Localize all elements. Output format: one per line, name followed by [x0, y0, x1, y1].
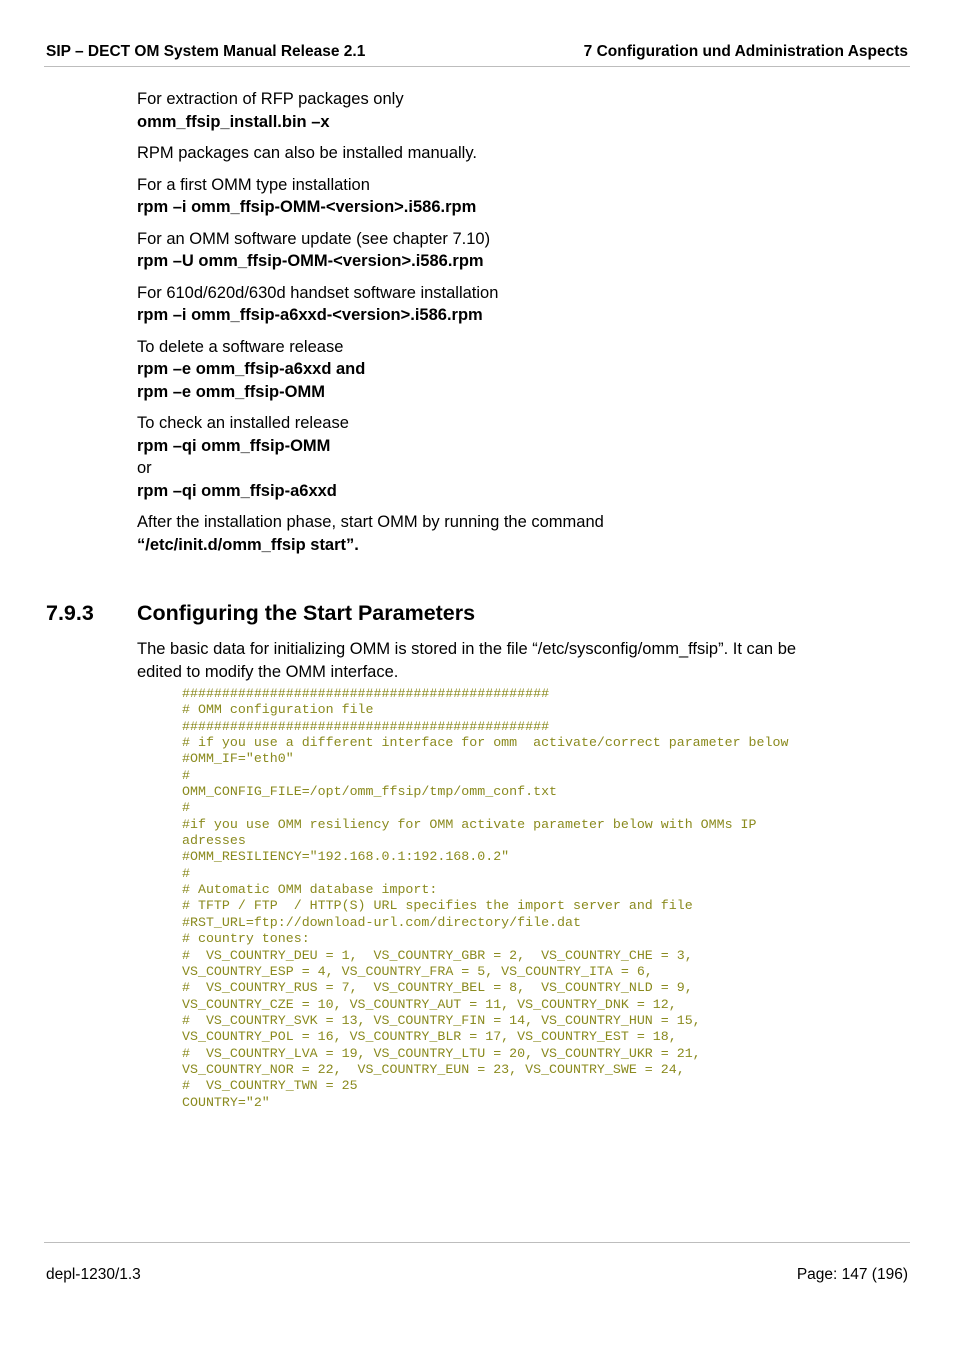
- code-line: # OMM configuration file: [182, 702, 374, 718]
- footer-document-id: depl-1230/1.3: [46, 1266, 141, 1283]
- paragraph-software-update: [137, 228, 857, 273]
- code-line: #: [182, 800, 190, 816]
- code-line: # VS_COUNTRY_SVK = 13, VS_COUNTRY_FIN = 14, VS_COUNTRY_HUN = 15,: [182, 1012, 701, 1028]
- code-line: #OMM_RESILIENCY="192.168.0.1:192.168.0.2": [182, 849, 510, 865]
- paragraph-first-install: [137, 174, 857, 219]
- page-header: [44, 40, 910, 67]
- paragraph-text: For a first OMM type installation: [137, 175, 370, 194]
- intro-line: The basic data for initializing OMM is stored in the file “/etc/sysconfig/omm_ffsip”. It can be: [137, 640, 797, 658]
- command-text: rpm –i omm_ffsip-OMM-<version>.i586.rpm: [137, 198, 477, 216]
- paragraph-check-release: [137, 412, 857, 502]
- code-line: COUNTRY="2": [182, 1094, 270, 1110]
- paragraph-rfp-extraction: [137, 88, 857, 133]
- code-line: # VS_COUNTRY_LVA = 19, VS_COUNTRY_LTU = 20, VS_COUNTRY_UKR = 21,: [182, 1045, 701, 1061]
- command-text: rpm –qi omm_ffsip-a6xxd: [137, 481, 337, 500]
- code-line: # if you use a different interface for omm activate/correct parameter below: [182, 735, 789, 751]
- page-footer: [44, 1242, 910, 1283]
- code-line: # Automatic OMM database import:: [182, 882, 438, 898]
- code-line: OMM_CONFIG_FILE=/opt/omm_ffsip/tmp/omm_conf.txt: [182, 784, 558, 800]
- code-line: #OMM_IF="eth0": [182, 751, 294, 767]
- code-line: #: [182, 767, 190, 783]
- code-line: ##############################################: [182, 718, 550, 734]
- paragraph-delete-release: [137, 336, 857, 404]
- command-text: omm_ffsip_install.bin –x: [137, 112, 330, 131]
- paragraph-handset-install: [137, 282, 857, 327]
- paragraph-start-omm: [137, 511, 857, 556]
- code-line: VS_COUNTRY_CZE = 10, VS_COUNTRY_AUT = 11, VS_COUNTRY_DNK = 12,: [182, 996, 677, 1012]
- code-line: # VS_COUNTRY_DEU = 1, VS_COUNTRY_GBR = 2, VS_COUNTRY_CHE = 3,: [182, 947, 693, 963]
- code-line: #RST_URL=ftp://download-url.com/directory/file.dat: [182, 914, 581, 930]
- paragraph-text: For an OMM software update (see chapter 7.10): [137, 229, 491, 248]
- command-text: rpm –e omm_ffsip-OMM: [137, 382, 325, 401]
- code-line: VS_COUNTRY_POL = 16, VS_COUNTRY_BLR = 17, VS_COUNTRY_EST = 18,: [182, 1029, 677, 1045]
- code-line: #: [182, 865, 190, 881]
- section-number: 7.9.3: [46, 601, 94, 625]
- code-line: # VS_COUNTRY_TWN = 25: [182, 1078, 358, 1094]
- code-line: VS_COUNTRY_NOR = 22, VS_COUNTRY_EUN = 23, VS_COUNTRY_SWE = 24,: [182, 1061, 685, 1077]
- command-text: rpm –U omm_ffsip-OMM-<version>.i586.rpm: [137, 252, 484, 270]
- command-text: rpm –i omm_ffsip-a6xxd-<version>.i586.rpm: [137, 306, 483, 324]
- header-chapter-title: 7 Configuration und Administration Aspects: [583, 43, 908, 60]
- paragraph-text: After the installation phase, start OMM by running the command: [137, 513, 604, 531]
- code-line: # VS_COUNTRY_RUS = 7, VS_COUNTRY_BEL = 8, VS_COUNTRY_NLD = 9,: [182, 980, 693, 996]
- header-document-title: SIP – DECT OM System Manual Release 2.1: [46, 43, 366, 60]
- paragraph-text: or: [137, 459, 152, 477]
- section-intro: [137, 638, 857, 683]
- paragraph-text: To delete a software release: [137, 337, 344, 356]
- intro-line: edited to modify the OMM interface.: [137, 662, 399, 681]
- paragraph-manual-install: [137, 142, 857, 165]
- command-text: “/etc/init.d/omm_ffsip start”.: [137, 535, 359, 554]
- command-text: rpm –e omm_ffsip-a6xxd and: [137, 360, 366, 378]
- code-line: ##############################################: [182, 686, 550, 701]
- footer-page-number: Page: 147 (196): [796, 1266, 908, 1283]
- config-file-listing: [182, 686, 882, 1111]
- paragraph-text: RPM packages can also be installed manually.: [137, 144, 477, 162]
- command-text: rpm –qi omm_ffsip-OMM: [137, 436, 331, 455]
- code-line: VS_COUNTRY_ESP = 4, VS_COUNTRY_FRA = 5, VS_COUNTRY_ITA = 6,: [182, 963, 653, 979]
- code-line: # TFTP / FTP / HTTP(S) URL specifies the import server and file: [182, 898, 693, 914]
- section-title: Configuring the Start Parameters: [137, 601, 476, 625]
- code-line: #if you use OMM resiliency for OMM activate parameter below with OMMs IP: [182, 816, 757, 832]
- code-line: # country tones:: [182, 931, 310, 947]
- install-instructions: [137, 88, 857, 565]
- paragraph-text: To check an installed release: [137, 414, 349, 432]
- code-line: adresses: [182, 833, 246, 849]
- paragraph-text: For extraction of RFP packages only: [137, 90, 404, 108]
- paragraph-text: For 610d/620d/630d handset software installation: [137, 283, 499, 302]
